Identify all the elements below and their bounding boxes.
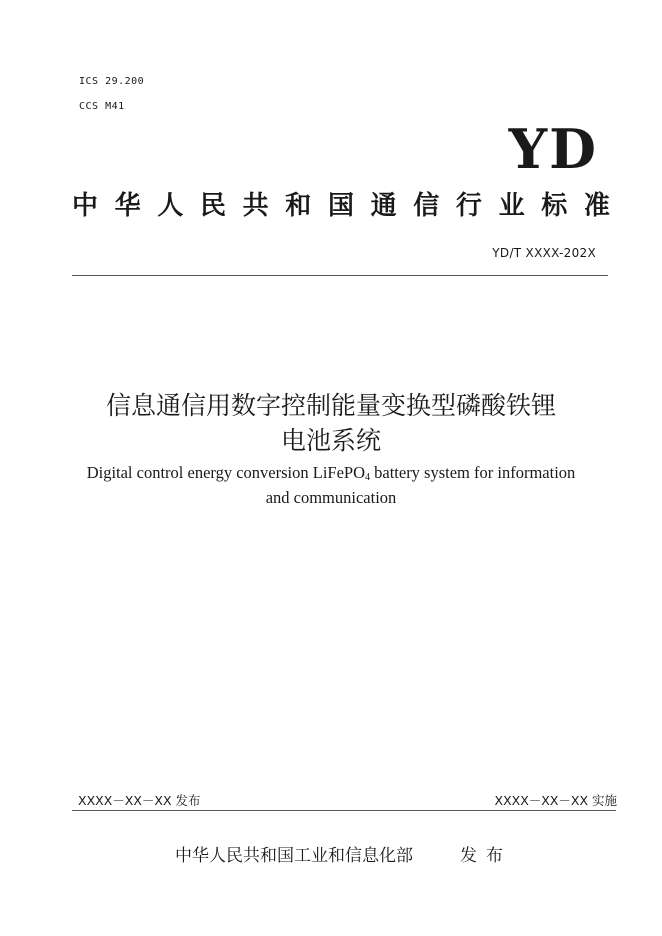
heading-char: 和 <box>285 191 312 221</box>
heading-char: 共 <box>242 191 269 221</box>
english-title <box>0 463 662 508</box>
heading-char: 业 <box>498 191 525 221</box>
publish-date: XXXX－XX－XX 发布 <box>78 793 201 808</box>
chinese-title-line-2: 电池系统 <box>280 426 381 455</box>
ics-code: ICS 29.200 <box>79 76 145 87</box>
standard-logo: YD <box>508 117 598 181</box>
standard-number: YD/T XXXX-202X <box>492 246 596 260</box>
heading-char: 标 <box>541 191 568 221</box>
heading-char: 国 <box>327 191 354 221</box>
implement-date: XXXX－XX－XX 实施 <box>494 793 617 808</box>
heading-char: 行 <box>455 191 482 221</box>
bottom-divider <box>72 810 616 811</box>
chinese-title <box>0 388 662 458</box>
heading-char: 通 <box>370 191 397 221</box>
english-title-suffix: battery system for information <box>370 463 576 482</box>
english-title-prefix: Digital control energy conversion LiFePO <box>86 463 365 482</box>
english-title-line-1 <box>0 463 662 488</box>
english-title-line-2: and communication <box>265 488 397 507</box>
ccs-code: CCS M41 <box>79 101 125 112</box>
heading-char: 华 <box>114 191 141 221</box>
industry-standard-heading <box>72 193 610 219</box>
heading-char: 中 <box>72 191 99 221</box>
formula-subscript: 4 <box>365 472 370 483</box>
heading-char: 准 <box>583 191 610 221</box>
issue-label: 发布 <box>460 846 512 866</box>
issuing-authority: 中华人民共和国工业和信息化部 <box>175 846 413 866</box>
heading-char: 人 <box>157 191 184 221</box>
heading-char: 民 <box>199 191 226 221</box>
chinese-title-line-1: 信息通信用数字控制能量变换型磷酸铁锂 <box>105 391 556 420</box>
top-divider <box>72 275 608 276</box>
heading-char: 信 <box>413 191 440 221</box>
